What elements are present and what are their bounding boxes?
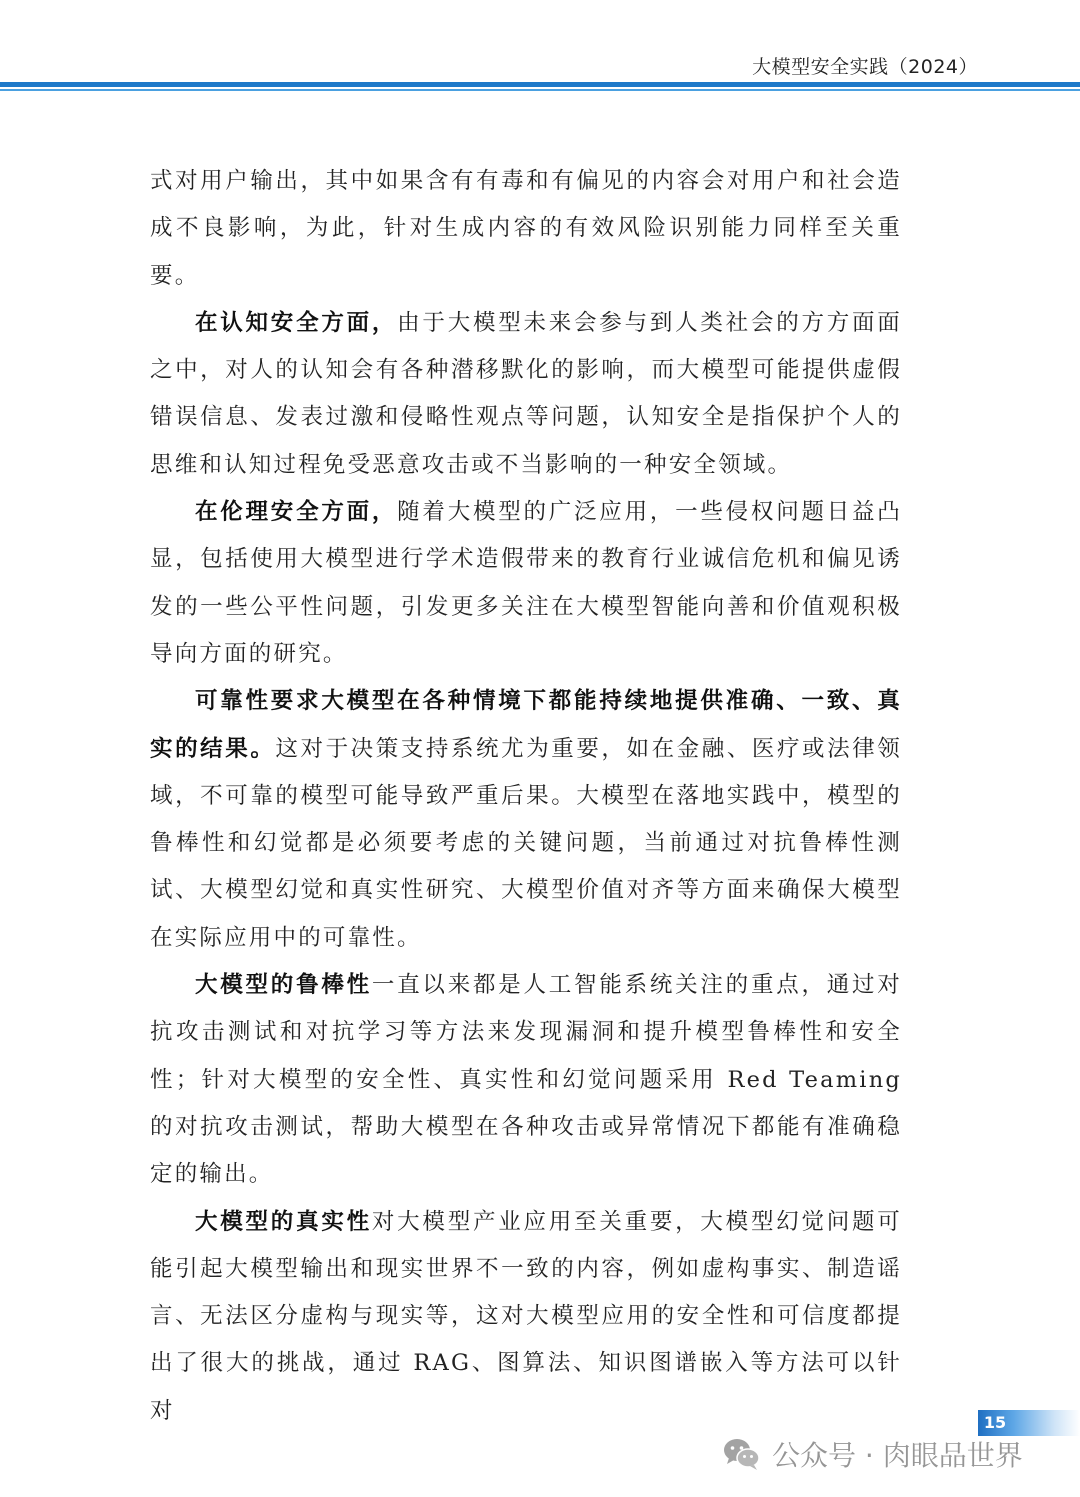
paragraph-cognitive-security <box>150 300 902 489</box>
paragraph-text: 对大模型产业应用至关重要，大模型幻觉问题可能引起大模型输出和现实世界不一致的内容，例如虚构事实、制造谣言、无法区分虚构与现实等，这对大模型应用的安全性和可信度都提出了很大的挑战，通过 RAG、图算法、知识图谱嵌入等方法可以针对 <box>150 1208 902 1424</box>
page-number: 15 <box>983 1413 1007 1432</box>
paragraph-lead-bold: 大模型的真实性 <box>195 1208 372 1235</box>
paragraph-text: 这对于决策支持系统尤为重要，如在金融、医疗或法律领域，不可靠的模型可能导致严重后果。大模型在落地实践中，模型的鲁棒性和幻觉都是必须要考虑的关键问题，当前通过对抗鲁棒性测试、大模型幻觉和真实性研究、大模型价值对齐等方面来确保大模型在实际应用中的可靠性。 <box>150 735 902 951</box>
page-body <box>150 158 902 1435</box>
wechat-icon <box>722 1437 762 1471</box>
paragraph-text: 随着大模型的广泛应用，一些侵权问题日益凸显，包括使用大模型进行学术造假带来的教育行业诚信危机和偏见诱发的一些公平性问题，引发更多关注在大模型智能向善和价值观积极导向方面的研究。 <box>150 499 902 667</box>
header-rule-thick <box>0 82 1080 87</box>
watermark-text: 公众号 · 肉眼品世界 <box>772 1439 1023 1472</box>
paragraph-text: 式对用户输出，其中如果含有有毒和有偏见的内容会对用户和社会造成不良影响，为此，针对生成内容的有效风险识别能力同样至关重要。 <box>150 168 902 289</box>
paragraph-lead-bold: 大模型的鲁棒性 <box>195 972 372 999</box>
header-title: 大模型安全实践（2024） <box>752 56 978 78</box>
paragraph-text: 由于大模型未来会参与到人类社会的方方面面之中，对人的认知会有各种潜移默化的影响，而大模型可能提供虚假错误信息、发表过激和侵略性观点等问题，认知安全是指保护个人的思维和认知过程免受恶意攻击或不当影响的一种安全领域。 <box>150 309 902 478</box>
header-rule-thin <box>0 89 1080 91</box>
watermark <box>722 1432 1023 1476</box>
paragraph-lead-bold: 在认知安全方面， <box>195 309 398 336</box>
paragraph-reliability <box>150 678 902 962</box>
paragraph-ethical-security <box>150 489 902 678</box>
paragraph-lead-bold: 可靠性要求大模型在各种情境下都能持续地提供准确、一致、真实的结果。 <box>150 688 902 762</box>
paragraph-lead-bold: 在伦理安全方面， <box>195 499 398 526</box>
paragraph-truthfulness <box>150 1199 902 1435</box>
paragraph-robustness <box>150 962 902 1198</box>
paragraph-text: 一直以来都是人工智能系统关注的重点，通过对抗攻击测试和对抗学习等方法来发现漏洞和提升模型鲁棒性和安全性；针对大模型的安全性、真实性和幻觉问题采用 Red Teaming 的对抗攻击测试，帮助大模型在各种攻击或异常情况下都能有准确稳定的输出。 <box>150 972 902 1188</box>
paragraph-continuation <box>150 158 902 300</box>
